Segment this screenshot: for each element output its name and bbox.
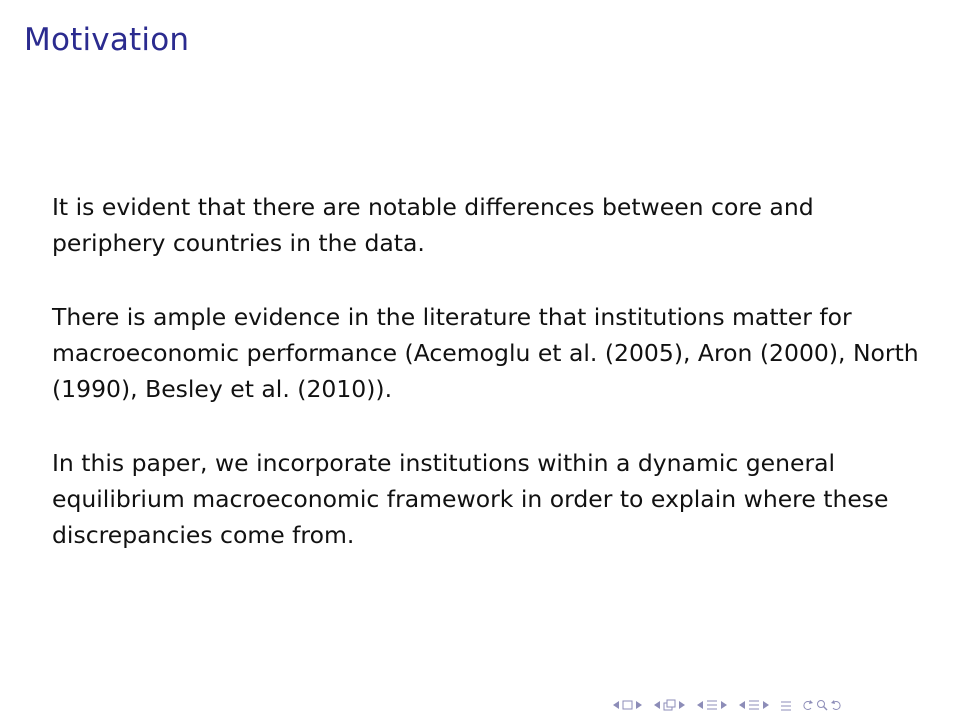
nav-document-icon[interactable]	[780, 699, 792, 711]
nav-subsection-back-icon[interactable]	[653, 700, 661, 710]
nav-subsection-list-back-icon[interactable]	[738, 700, 746, 710]
paragraph-core-periphery: It is evident that there are notable differences between core and periphery countries in the data.	[52, 193, 814, 257]
frame-icon	[622, 700, 633, 710]
paragraph-paper-contribution: In this paper, we incorporate institutions within a dynamic general equilibrium macroeconomic framework in order to explain where these discrepancies come from.	[52, 449, 889, 549]
paragraph-institutions-evidence: There is ample evidence in the literature that institutions matter for macroeconomic performance (Acemoglu et al. (2005), Aron (2000), North (1990), Besley et al. (2010)).	[52, 303, 919, 403]
section-navigation	[696, 699, 728, 711]
nav-frame-back-icon[interactable]	[612, 700, 620, 710]
nav-section-forward-icon[interactable]	[720, 700, 728, 710]
nav-subsection-forward-icon[interactable]	[678, 700, 686, 710]
slide-title: Motivation	[24, 22, 190, 58]
subsection-list-icon	[748, 699, 760, 711]
nav-subsection-list-forward-icon[interactable]	[762, 700, 770, 710]
section-icon	[706, 699, 718, 711]
nav-frame-forward-icon[interactable]	[635, 700, 643, 710]
beamer-navigation-bar	[612, 697, 852, 713]
nav-undo-icon[interactable]	[802, 699, 814, 711]
frame-navigation	[612, 700, 643, 710]
nav-redo-icon[interactable]	[830, 699, 842, 711]
subsection-navigation	[653, 699, 686, 711]
search-navigation	[802, 699, 842, 711]
nav-search-icon[interactable]	[816, 699, 828, 711]
nav-section-back-icon[interactable]	[696, 700, 704, 710]
subsection-icon	[663, 699, 676, 711]
subsection-list-navigation	[738, 699, 770, 711]
document-navigation	[780, 699, 792, 711]
